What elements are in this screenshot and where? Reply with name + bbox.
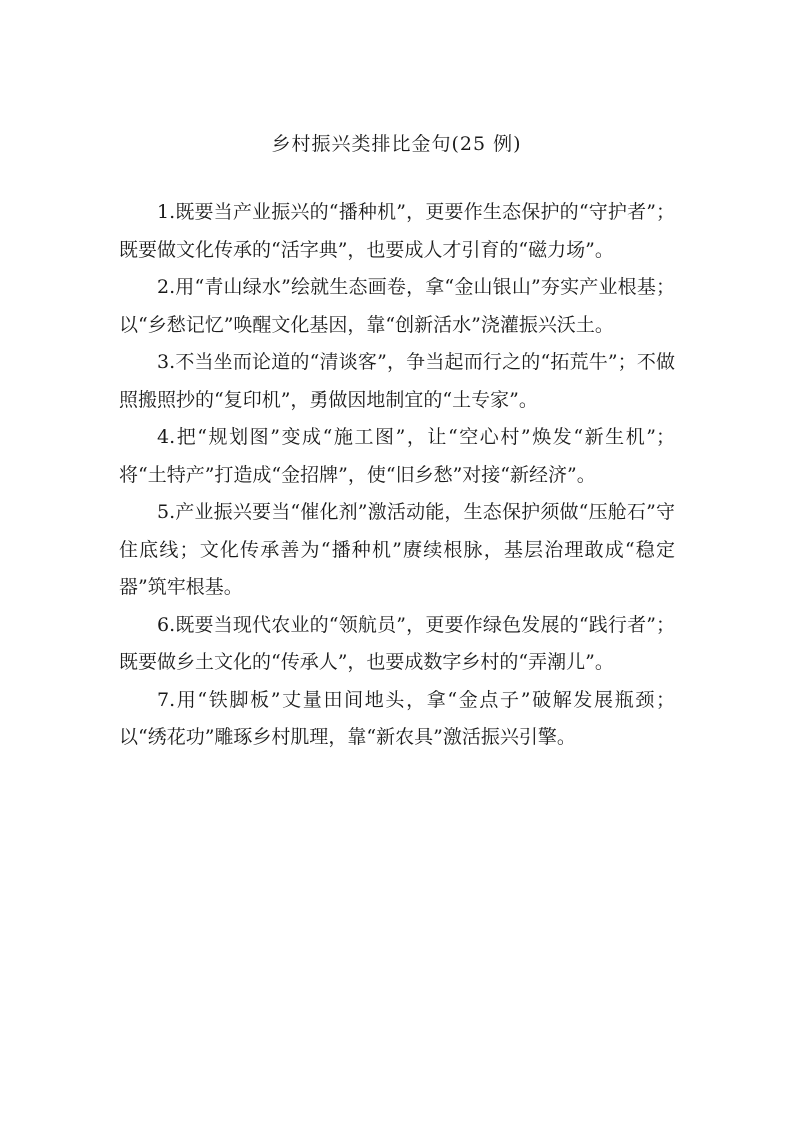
paragraph-1: 1.既要当产业振兴的“播种机”，更要作生态保护的“守护者”；既要做文化传承的“活字典”，也要成人才引育的“磁力场”。	[119, 201, 675, 261]
paragraph-5: 5.产业振兴要当“催化剂”激活动能，生态保护须做“压舱石”守住底线；文化传承善为“播种机”赓续根脉，基层治理敢成“稳定器”筑牢根基。	[119, 501, 675, 598]
paragraph-4: 4.把“规划图”变成“施工图”，让“空心村”焕发“新生机”；将“土特产”打造成“金招牌”，使“旧乡愁”对接“新经济”。	[119, 426, 675, 486]
paragraph-2: 2.用“青山绿水”绘就生态画卷，拿“金山银山”夯实产业根基；以“乡愁记忆”唤醒文化基因，靠“创新活水”浇灌振兴沃土。	[119, 276, 675, 336]
paragraph-3: 3.不当坐而论道的“清谈客”，争当起而行之的“拓荒牛”；不做照搬照抄的“复印机”，勇做因地制宜的“土专家”。	[119, 351, 675, 411]
paragraph-7: 7.用“铁脚板”丈量田间地头，拿“金点子”破解发展瓶颈；以“绣花功”雕琢乡村肌理，靠“新农具”激活振兴引擎。	[119, 688, 675, 748]
paragraph-6: 6.既要当现代农业的“领航员”，更要作绿色发展的“践行者”；既要做乡土文化的“传承人”，也要成数字乡村的“弄潮儿”。	[119, 613, 675, 673]
document-body	[119, 194, 675, 757]
document-title: 乡村振兴类排比金句(25 例)	[271, 133, 522, 155]
